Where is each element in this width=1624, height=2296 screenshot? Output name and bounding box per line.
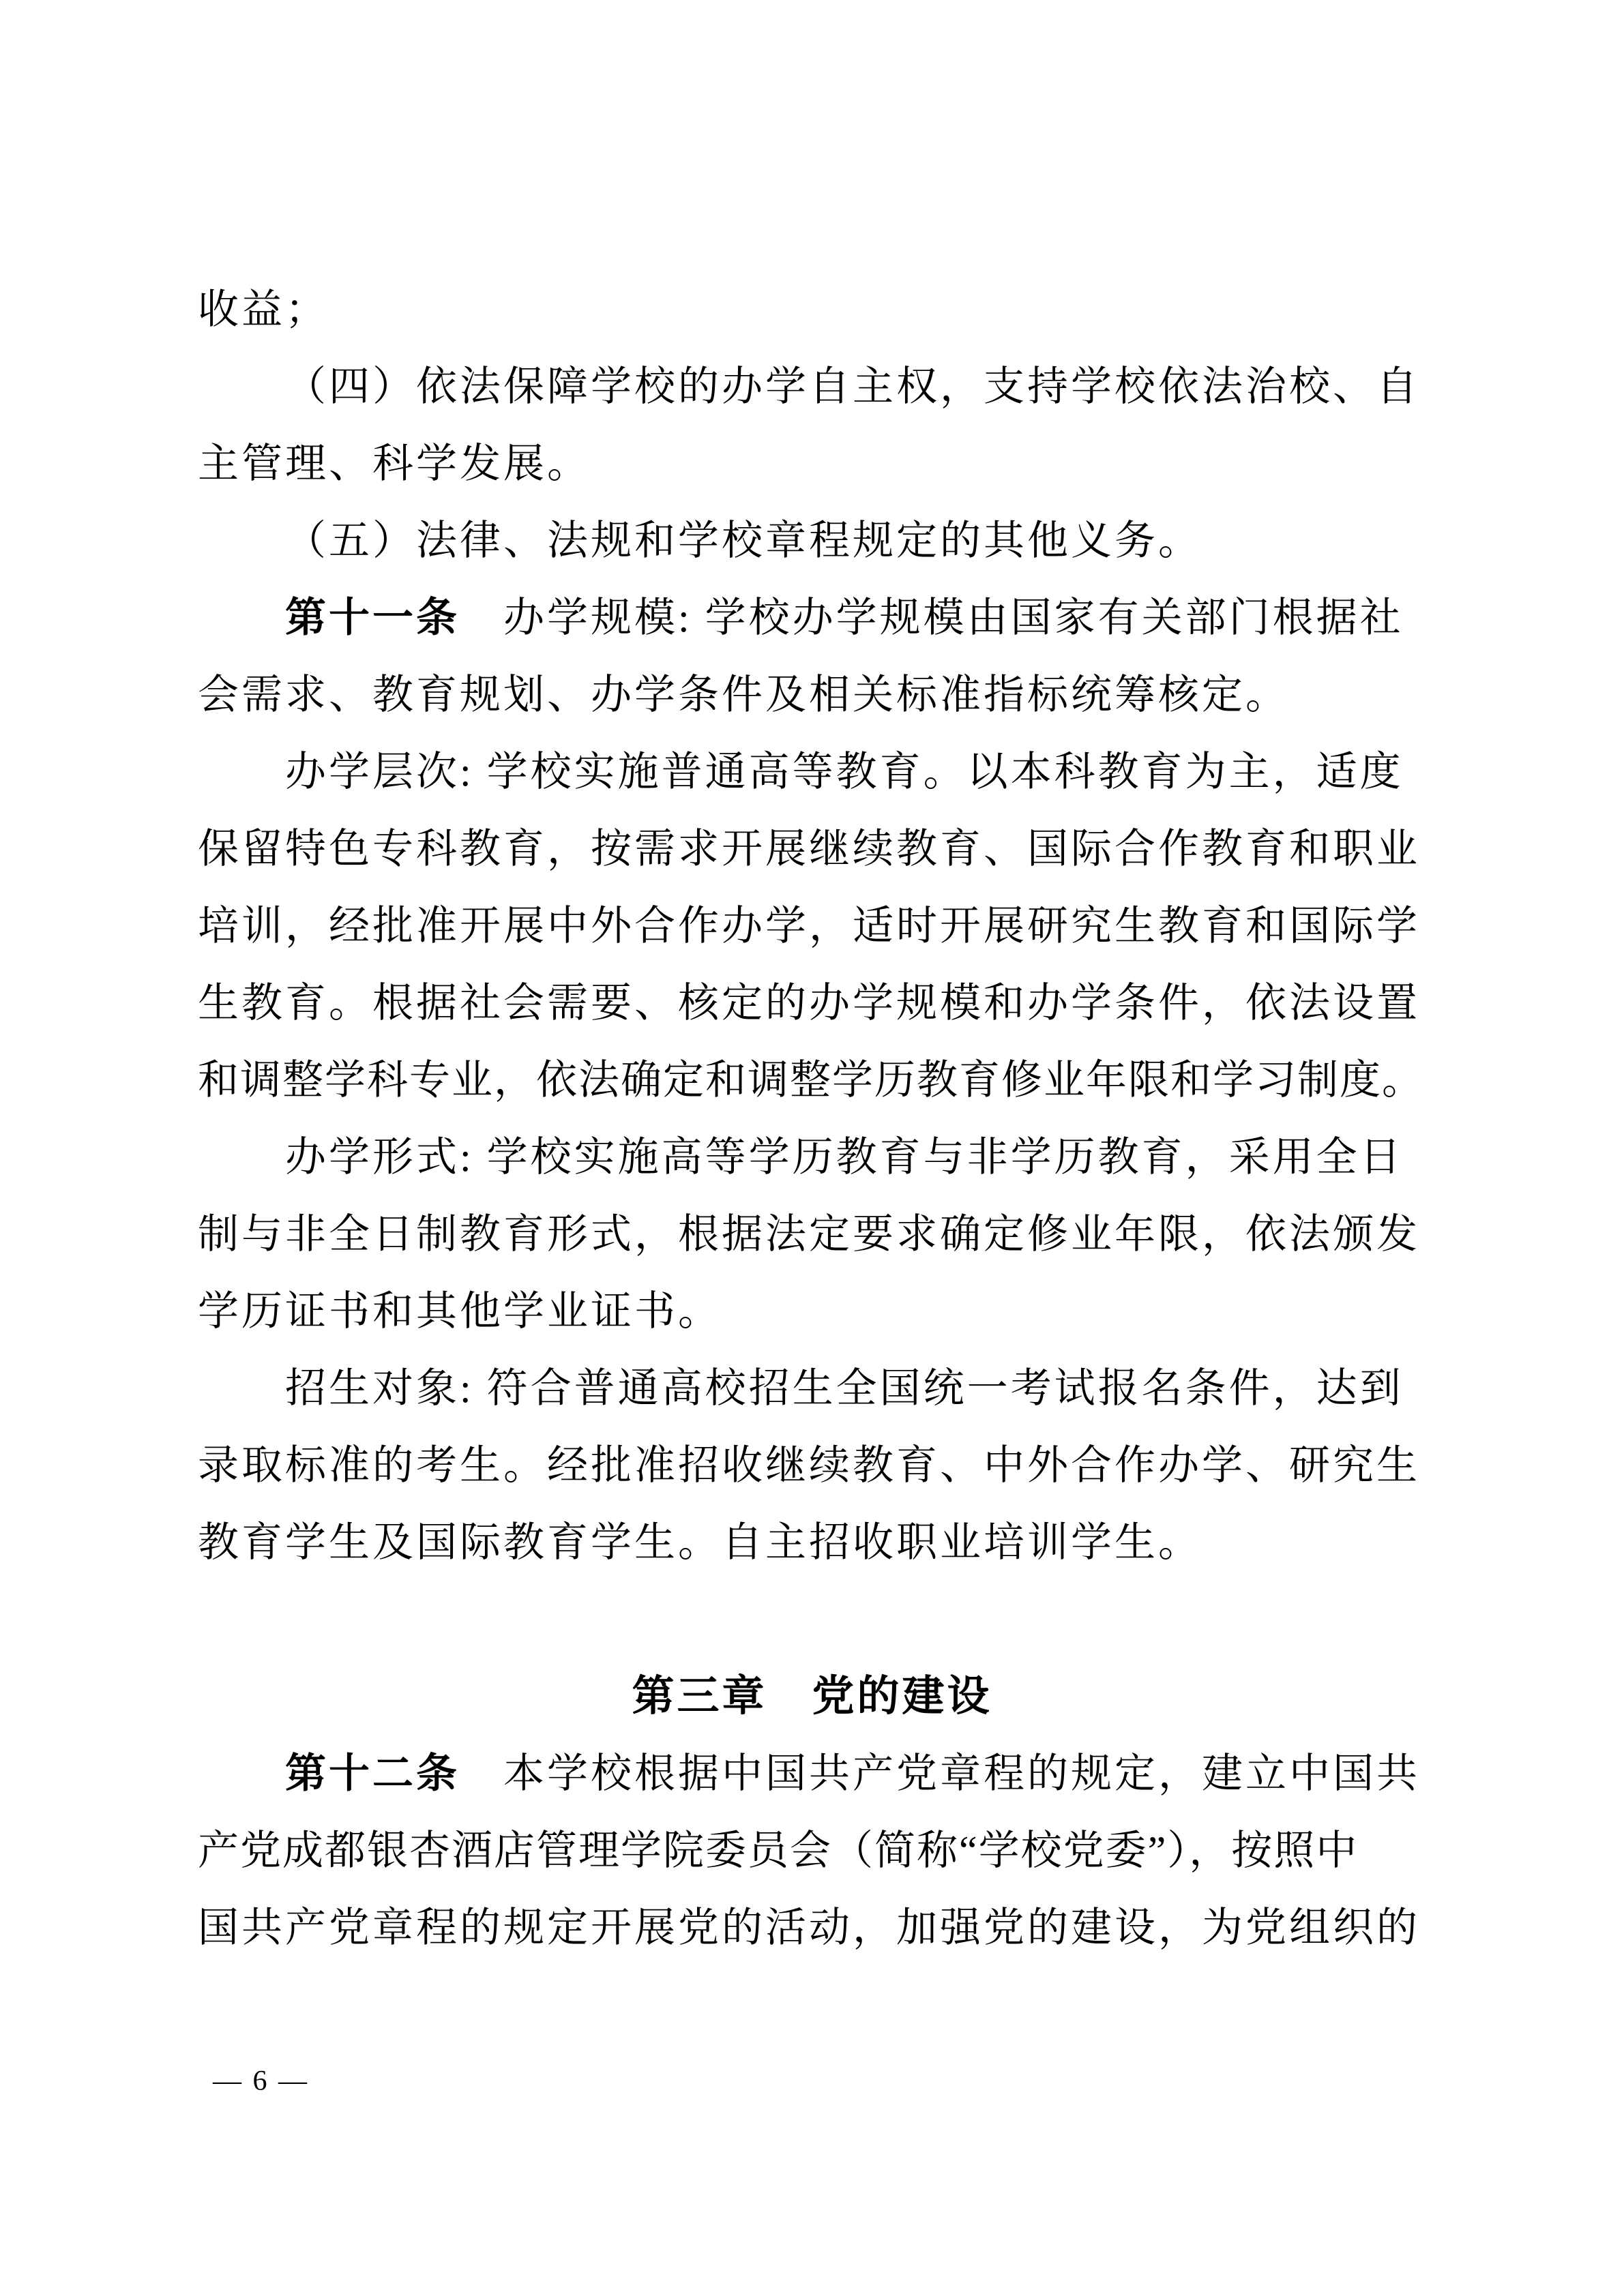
text-run: 制与非全日制教育形式，根据法定要求确定修业年限，依法颁发 bbox=[198, 1212, 1420, 1257]
text-line bbox=[198, 888, 1426, 965]
text-line bbox=[198, 1813, 1426, 1890]
text-run: 本学校根据中国共产党章程的规定，建立中国共 bbox=[460, 1751, 1420, 1796]
text-run: 学历证书和其他学业证书。 bbox=[198, 1289, 722, 1334]
blank-line bbox=[198, 1581, 1426, 1658]
text-line bbox=[198, 1119, 1426, 1196]
text-run: 教育学生及国际教育学生。自主招收职业培训学生。 bbox=[198, 1520, 1202, 1565]
text-run: 培训，经批准开展中外合作办学，适时开展研究生教育和国际学 bbox=[198, 904, 1420, 949]
text-line bbox=[198, 657, 1426, 734]
page-number: — 6 — bbox=[213, 2066, 309, 2097]
text-run: （五）法律、法规和学校章程规定的其他义务。 bbox=[285, 518, 1202, 563]
text-line bbox=[198, 734, 1426, 811]
text-line bbox=[198, 1350, 1426, 1427]
text-run: 保留特色专科教育，按需求开展继续教育、国际合作教育和职业 bbox=[198, 826, 1420, 871]
bold-text-run: 第十二条 bbox=[285, 1751, 460, 1796]
text-run: 生教育。根据社会需要、核定的办学规模和办学条件，依法设置 bbox=[198, 981, 1420, 1026]
text-line bbox=[198, 580, 1426, 657]
text-run: 收益； bbox=[198, 287, 329, 332]
text-line bbox=[198, 348, 1426, 426]
text-line bbox=[198, 1890, 1426, 1967]
document-body bbox=[198, 271, 1426, 1967]
text-line bbox=[198, 503, 1426, 580]
text-run: 办学形式: 学校实施高等学历教育与非学历教育，采用全日 bbox=[285, 1135, 1404, 1180]
text-line bbox=[198, 1504, 1426, 1581]
text-run: 主管理、科学发展。 bbox=[198, 441, 591, 486]
text-line bbox=[198, 426, 1426, 503]
text-line bbox=[198, 1042, 1426, 1119]
text-line bbox=[198, 1273, 1426, 1350]
text-run: 办学层次: 学校实施普通高等教育。以本科教育为主，适度 bbox=[285, 749, 1404, 794]
text-line bbox=[198, 271, 1426, 348]
text-run: 录取标准的考生。经批准招收继续教育、中外合作办学、研究生 bbox=[198, 1443, 1420, 1488]
bold-text-run: 第十一条 bbox=[285, 595, 460, 640]
text-run: （四）依法保障学校的办学自主权，支持学校依法治校、自 bbox=[285, 364, 1420, 409]
chapter-heading bbox=[198, 1658, 1426, 1735]
text-line bbox=[198, 1196, 1426, 1273]
text-run: 办学规模: 学校办学规模由国家有关部门根据社 bbox=[460, 595, 1404, 640]
text-line bbox=[198, 1427, 1426, 1504]
text-run: 产党成都银杏酒店管理学院委员会（简称“学校党委”），按照中 bbox=[198, 1828, 1359, 1873]
text-line bbox=[198, 811, 1426, 888]
text-run: 国共产党章程的规定开展党的活动，加强党的建设，为党组织的 bbox=[198, 1905, 1420, 1950]
bold-text-run: 第三章 党的建设 bbox=[632, 1673, 992, 1720]
text-run: 会需求、教育规划、办学条件及相关标准指标统筹核定。 bbox=[198, 672, 1289, 717]
text-run: 和调整学科专业，依法确定和调整学历教育修业年限和学习制度。 bbox=[198, 1058, 1424, 1103]
text-line bbox=[198, 965, 1426, 1042]
text-run: 招生对象: 符合普通高校招生全国统一考试报名条件，达到 bbox=[285, 1366, 1404, 1411]
text-line bbox=[198, 1735, 1426, 1813]
